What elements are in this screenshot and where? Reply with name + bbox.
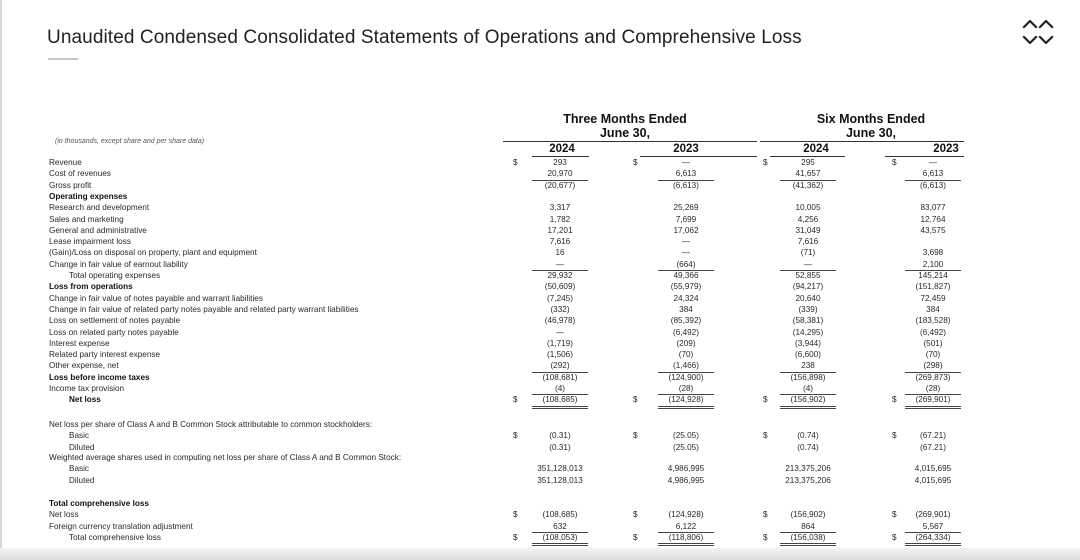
row-value: (108,053) — [542, 532, 578, 542]
row-label: Interest expense — [49, 338, 110, 348]
row-value: 41,657 — [795, 169, 821, 179]
row-label: Loss before income taxes — [49, 372, 150, 382]
row-value: (1,466) — [673, 361, 699, 371]
row-value: 384 — [926, 304, 940, 314]
row-value: (55,979) — [670, 282, 702, 292]
row-value: 10,005 — [795, 203, 821, 213]
row-value: 864 — [801, 521, 815, 531]
row-value: (664) — [676, 259, 696, 269]
row-value: 6,613 — [675, 169, 697, 179]
six-months-header: Six Months Ended June 30, — [816, 112, 926, 140]
row-value: (70) — [678, 350, 694, 360]
row-value: (269,901) — [915, 510, 951, 520]
row-label: Operating expenses — [49, 191, 128, 201]
row-value: 3,317 — [549, 203, 571, 213]
row-value: — — [555, 327, 565, 337]
total-rule — [658, 532, 714, 533]
row-value: (6,600) — [795, 350, 821, 360]
currency-symbol: $ — [513, 532, 518, 542]
row-value: 16 — [555, 248, 565, 258]
row-label: Basic — [69, 431, 90, 441]
table-row — [0, 202, 1080, 213]
units-note: (in thousands, except share and per share data) — [55, 138, 205, 145]
row-label: Diluted — [69, 442, 95, 452]
table-row — [0, 338, 1080, 349]
row-value: (67.21) — [920, 442, 946, 452]
row-value: (46,978) — [544, 316, 576, 326]
row-label: Loss on related party notes payable — [49, 327, 179, 337]
row-value: (41,362) — [792, 180, 824, 190]
row-label: Foreign currency translation adjustment — [49, 521, 193, 531]
row-value: (25.05) — [673, 431, 699, 441]
row-value: 24,324 — [673, 293, 699, 303]
row-value: (85,392) — [670, 316, 702, 326]
row-value: (269,901) — [915, 395, 951, 405]
row-value: (0.31) — [549, 442, 571, 452]
row-value: (7,245) — [547, 293, 573, 303]
row-value: (70) — [925, 350, 941, 360]
total-rule — [905, 532, 961, 533]
row-value: (156,902) — [790, 510, 826, 520]
currency-symbol: $ — [763, 510, 768, 520]
row-value: (332) — [550, 304, 570, 314]
total-rule — [780, 406, 836, 409]
row-label: Research and development — [49, 203, 150, 213]
row-value: (108,685) — [542, 510, 578, 520]
currency-symbol: $ — [763, 395, 768, 405]
row-value: 6,122 — [675, 521, 697, 531]
table-row — [0, 349, 1080, 360]
row-value: 29,932 — [547, 271, 573, 280]
row-value: 213,375,206 — [785, 464, 831, 474]
table-row — [0, 236, 1080, 247]
row-value: (108,685) — [542, 395, 578, 405]
row-value: 238 — [801, 361, 815, 371]
section-header-row — [0, 498, 1080, 509]
row-label: Revenue — [49, 158, 82, 167]
six-months-rule — [760, 141, 964, 142]
row-value: (298) — [923, 361, 943, 371]
row-value: 4,986,995 — [667, 464, 705, 474]
row-value: 12,764 — [920, 214, 946, 224]
row-value: 295 — [801, 158, 815, 167]
row-value: 49,366 — [673, 271, 699, 280]
row-label: Net loss — [49, 510, 79, 520]
row-value: (339) — [798, 304, 818, 314]
row-value: — — [928, 158, 938, 167]
row-value: (6,613) — [673, 180, 699, 190]
table-row — [0, 259, 1080, 270]
row-label: Lease impairment loss — [49, 237, 131, 247]
row-value: — — [681, 158, 691, 167]
row-value: (25.05) — [673, 442, 699, 452]
currency-symbol: $ — [892, 158, 897, 167]
row-value: (14,295) — [792, 327, 824, 337]
table-row — [0, 394, 1080, 405]
row-value: (28) — [925, 384, 941, 393]
row-value: 31,049 — [795, 225, 821, 235]
row-value: (1,506) — [547, 350, 573, 360]
total-rule — [780, 532, 836, 533]
row-value: 7,616 — [549, 237, 571, 247]
table-row — [0, 214, 1080, 225]
row-value: (71) — [800, 248, 816, 258]
row-label: Total operating expenses — [69, 271, 161, 280]
table-row — [0, 270, 1080, 281]
row-label: Other expense, net — [49, 361, 119, 371]
table-row — [0, 360, 1080, 371]
bottom-bar — [0, 548, 1080, 560]
title-underline — [48, 58, 78, 60]
table-row — [0, 383, 1080, 394]
table-row — [0, 247, 1080, 258]
total-rule — [532, 406, 588, 409]
row-value: (124,928) — [668, 395, 704, 405]
row-value: (4) — [802, 384, 813, 393]
row-value: 1,782 — [549, 214, 571, 224]
table-row — [0, 281, 1080, 292]
currency-symbol: $ — [633, 395, 638, 405]
row-value: 632 — [553, 521, 567, 531]
table-row — [0, 521, 1080, 532]
three-months-rule — [503, 141, 757, 142]
row-value: 83,077 — [920, 203, 946, 213]
row-value: (124,900) — [668, 372, 704, 382]
page-title: Unaudited Condensed Consolidated Statements of Operations and Comprehensive Loss — [47, 27, 802, 48]
currency-symbol: $ — [633, 158, 638, 167]
row-value: 4,015,695 — [914, 464, 952, 474]
row-value: (94,217) — [792, 282, 824, 292]
currency-symbol: $ — [513, 510, 518, 520]
table-row — [0, 168, 1080, 179]
row-value: (269,873) — [915, 372, 951, 382]
table-row — [0, 509, 1080, 520]
total-rule — [532, 532, 588, 533]
row-value: (4) — [554, 384, 565, 393]
row-value: (20,677) — [544, 180, 576, 190]
currency-symbol: $ — [763, 431, 768, 441]
row-label: Loss on settlement of notes payable — [49, 316, 181, 326]
total-rule — [905, 543, 961, 546]
row-label: Loss from operations — [49, 282, 133, 292]
row-value: (1,719) — [547, 338, 573, 348]
row-label: Net loss — [69, 395, 101, 405]
row-value: (124,928) — [668, 510, 704, 520]
row-value: 6,613 — [922, 169, 944, 179]
row-value: 5,567 — [922, 521, 944, 531]
section-header-row — [0, 452, 1080, 463]
table-row — [0, 315, 1080, 326]
row-value: (58,381) — [792, 316, 824, 326]
row-value: — — [681, 237, 691, 247]
table-row — [0, 430, 1080, 441]
row-label: Change in fair value of related party notes payable and related party warrant liabilities — [49, 304, 359, 314]
year-col-1: 2024 — [549, 143, 575, 155]
row-value: 17,062 — [673, 225, 699, 235]
table-row — [0, 327, 1080, 338]
section-header: Total comprehensive loss — [49, 499, 149, 508]
row-label: Total comprehensive loss — [69, 532, 161, 542]
row-value: 72,459 — [920, 293, 946, 303]
currency-symbol: $ — [892, 510, 897, 520]
company-logo-icon — [1018, 14, 1058, 50]
currency-symbol: $ — [763, 158, 768, 167]
row-value: (501) — [923, 338, 943, 348]
row-label: (Gain)/Loss on disposal on property, plant and equipment — [49, 248, 257, 258]
row-value: 384 — [679, 304, 693, 314]
row-value: 351,128,013 — [537, 464, 583, 474]
total-rule — [780, 543, 836, 546]
row-value: (183,528) — [915, 316, 951, 326]
section-header: Weighted average shares used in computing net loss per share of Class A and B Common Stock: — [49, 453, 402, 462]
year-col-2: 2023 — [673, 143, 699, 155]
year-col-4: 2023 — [933, 143, 959, 155]
row-value: 2,100 — [922, 259, 944, 269]
currency-symbol: $ — [763, 532, 768, 542]
row-value: 3,698 — [922, 248, 944, 258]
row-value: — — [803, 259, 813, 269]
row-label: Income tax provision — [49, 384, 125, 393]
row-value: 7,616 — [797, 237, 819, 247]
currency-symbol: $ — [633, 431, 638, 441]
row-value: 4,986,995 — [667, 475, 705, 485]
row-label: Sales and marketing — [49, 214, 124, 224]
row-label: Gross profit — [49, 180, 92, 190]
table-row — [0, 463, 1080, 474]
three-months-header: Three Months Ended June 30, — [563, 112, 687, 140]
currency-symbol: $ — [633, 532, 638, 542]
currency-symbol: $ — [892, 431, 897, 441]
row-value: (118,806) — [668, 532, 704, 542]
row-label: General and administrative — [49, 225, 147, 235]
row-value: (108,681) — [542, 372, 578, 382]
total-rule — [658, 543, 714, 546]
row-value: 43,575 — [920, 225, 946, 235]
row-value: 351,128,013 — [537, 475, 583, 485]
table-row — [0, 225, 1080, 236]
row-value: 145,214 — [918, 271, 948, 280]
row-label: Related party interest expense — [49, 350, 161, 360]
row-value: (6,492) — [920, 327, 946, 337]
table-row — [0, 191, 1080, 202]
row-label: Diluted — [69, 475, 95, 485]
row-value: 20,640 — [795, 293, 821, 303]
total-rule — [532, 543, 588, 546]
row-value: (0.74) — [797, 442, 819, 452]
currency-symbol: $ — [513, 395, 518, 405]
row-value: (0.31) — [549, 431, 571, 441]
row-value: (209) — [676, 338, 696, 348]
row-value: (151,827) — [915, 282, 951, 292]
row-value: (3,944) — [795, 338, 821, 348]
row-value: (156,898) — [790, 372, 826, 382]
row-value: 293 — [553, 158, 567, 167]
row-value: (6,613) — [920, 180, 946, 190]
row-value: (156,902) — [790, 395, 826, 405]
row-label: Change in fair value of notes payable and warrant liabilities — [49, 293, 263, 303]
row-value: (0.74) — [797, 431, 819, 441]
row-value: (6,492) — [673, 327, 699, 337]
currency-symbol: $ — [633, 510, 638, 520]
row-value: (264,334) — [915, 532, 951, 542]
row-value: 4,015,695 — [914, 475, 952, 485]
table-row — [0, 293, 1080, 304]
currency-symbol: $ — [513, 158, 518, 167]
row-value: 213,375,206 — [785, 475, 831, 485]
currency-symbol: $ — [513, 431, 518, 441]
row-label: Change in fair value of earnout liability — [49, 259, 188, 269]
row-value: (292) — [550, 361, 570, 371]
row-value: 25,269 — [673, 203, 699, 213]
currency-symbol: $ — [892, 532, 897, 542]
row-label: Cost of revenues — [49, 169, 111, 179]
total-rule — [658, 406, 714, 409]
total-rule — [905, 406, 961, 409]
row-value: (28) — [678, 384, 694, 393]
row-value: 7,699 — [675, 214, 697, 224]
table-row — [0, 372, 1080, 383]
row-value: 4,256 — [797, 214, 819, 224]
row-value: (156,038) — [790, 532, 826, 542]
section-header: Net loss per share of Class A and B Common Stock attributable to common stockholders: — [49, 420, 373, 429]
table-row — [0, 180, 1080, 191]
row-value: (50,609) — [544, 282, 576, 292]
row-value: — — [555, 259, 565, 269]
table-row — [0, 304, 1080, 315]
year-col-3: 2024 — [803, 143, 829, 155]
row-label: Basic — [69, 464, 90, 474]
table-row — [0, 475, 1080, 486]
row-value: (67.21) — [920, 431, 946, 441]
row-value: 17,201 — [547, 225, 573, 235]
section-header-row — [0, 419, 1080, 430]
currency-symbol: $ — [892, 395, 897, 405]
row-value: 20,970 — [547, 169, 573, 179]
table-row — [0, 532, 1080, 543]
row-value: — — [681, 248, 691, 258]
table-row — [0, 157, 1080, 168]
row-value: 52,855 — [795, 271, 821, 280]
